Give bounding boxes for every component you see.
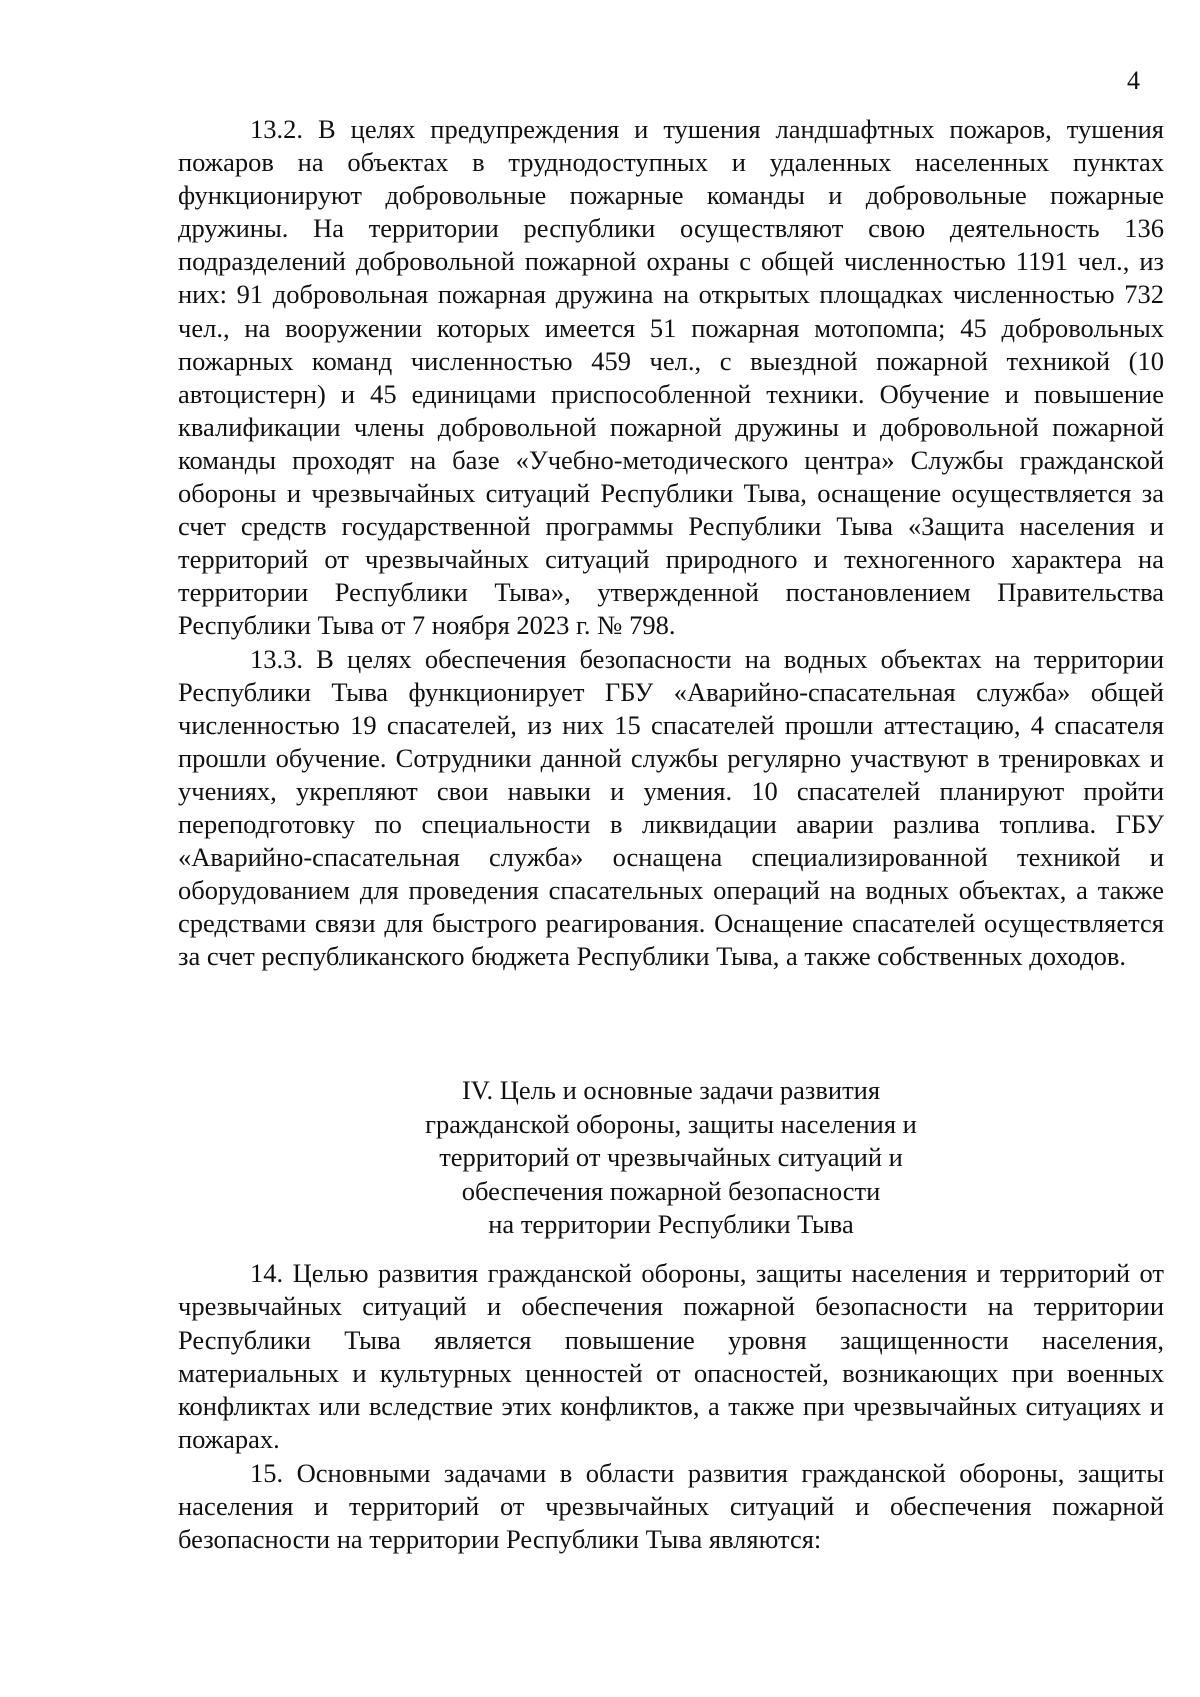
section-heading-line: на территории Республики Тыва [488, 1209, 854, 1239]
page-number: 4 [1127, 66, 1140, 95]
paragraph-13-2: 13.2. В целях предупреждения и тушения ландшафтных пожаров, тушения пожаров на объектах в труднодоступных и удаленных населенных пунктах функционируют добровольные пожарные команды и добровольные пожарные дружины. На территории республики осуществляют свою деятельность 136 подразделений добровольной пожарной охраны с общей численностью 1191 чел., из них: 91 добровольная пожарная дружина на открытых площадках численностью 732 чел., на вооружении которых имеется 51 пожарная мотопомпа; 45 добровольных пожарных команд численностью 459 чел., с выездной пожарной техникой (10 автоцистерн) и 45 единицами приспособленной техники. Обучение и повышение квалификации члены добровольной пожарной дружины и добровольной пожарной команды проходят на базе «Учебно-методического центра» Службы гражданской обороны и чрезвычайных ситуаций Республики Тыва, оснащение осуществляется за счет средств государственной программы Республики Тыва «Защита населения и территорий от чрезвычайных ситуаций природного и техногенного характера на территории Республики Тыва», утвержденной постановлением Правительства Республики Тыва от 7 ноября 2023 г. № 798. [178, 114, 1164, 641]
paragraph-15: 15. Основными задачами в области развития гражданской обороны, защиты населения и территорий от чрезвычайных ситуаций и обеспечения пожарной безопасности на территории Республики Тыва являются: [178, 1457, 1164, 1555]
section-heading-line: IV. Цель и основные задачи развития [461, 1075, 881, 1105]
paragraph-13-3: 13.3. В целях обеспечения безопасности на водных объектах на территории Республики Тыва функционирует ГБУ «Аварийно-спасательная служба» общей численностью 19 спасателей, из них 15 спасателей прошли аттестацию, 4 спасателя прошли обучение. Сотрудники данной службы регулярно участвуют в тренировках и учениях, укрепляют свои навыки и умения. 10 спасателей планируют пройти переподготовку по специальности в ликвидации аварии разлива топлива. ГБУ «Аварийно-спасательная служба» оснащена специализированной техникой и оборудованием для проведения спасательных операций на водных объектах, а также средствами связи для быстрого реагирования. Оснащение спасателей осуществляется за счет республиканского бюджета Республики Тыва, а также собственных доходов. [178, 643, 1164, 972]
section-heading-line: территорий от чрезвычайных ситуаций и [439, 1142, 903, 1172]
section-heading [178, 1074, 1164, 1242]
section-heading-line: обеспечения пожарной безопасности [461, 1175, 881, 1206]
body-text-bottom [178, 1257, 1164, 1557]
section-heading-line: гражданской обороны, защиты населения и [425, 1108, 917, 1139]
paragraph-14: 14. Целью развития гражданской обороны, защиты населения и территорий от чрезвычайных ситуаций и обеспечения пожарной безопасности на территории Республики Тыва является повышение уровня защищенности населения, материальных и культурных ценностей от опасностей, возникающих при военных конфликтах или вследствие этих конфликтов, а также при чрезвычайных ситуациях и пожарах. [178, 1258, 1164, 1455]
body-text-top [178, 113, 1164, 973]
